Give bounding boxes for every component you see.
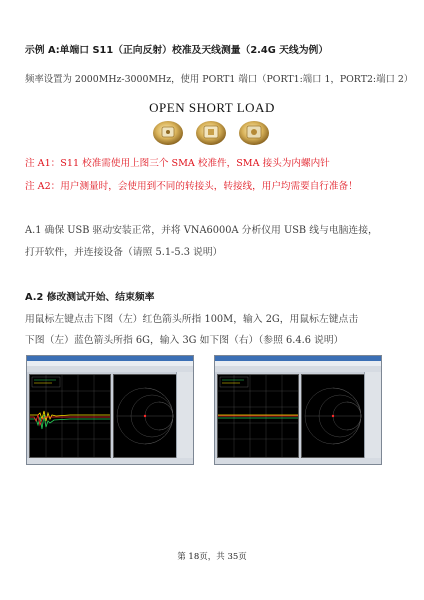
screenshot-toolbar	[215, 366, 381, 372]
left-smith-chart-graphic	[114, 375, 176, 457]
left-smith-chart	[113, 374, 177, 458]
example-heading: 示例 A:单端口 S11（正向反射）校准及天线测量（2.4G 天线为例）	[25, 45, 329, 56]
screenshot-side-panel	[364, 372, 381, 458]
load-connector-image	[236, 117, 272, 147]
a2-instruction-line2: 下图（左）蓝色箭头所指 6G，输入 3G 如下图（右）（参照 6.4.6 说明）	[25, 335, 344, 346]
a1-instruction-line2: 打开软件，并连接设备（请照 5.1-5.3 说明）	[25, 247, 223, 258]
right-smith-chart-graphic	[302, 375, 364, 457]
right-log-plot-graphic	[218, 375, 298, 457]
note-a2: 注 A2：用户测量时，会使用到不同的转接头，转接线，用户均需要自行准备！	[25, 181, 358, 192]
a2-heading: A.2 修改测试开始、结束频率	[25, 292, 155, 303]
short-connector-image	[193, 117, 229, 147]
left-log-plot	[29, 374, 111, 458]
note-a1: 注 A1：S11 校准需使用上图三个 SMA 校准件，SMA 接头为内螺内针	[25, 158, 330, 169]
calibration-kit-labels: OPEN SHORT LOAD	[149, 100, 275, 115]
right-software-screenshot	[214, 355, 382, 465]
left-software-screenshot	[26, 355, 194, 465]
right-log-plot	[217, 374, 299, 458]
left-log-plot-graphic	[30, 375, 110, 457]
a2-instruction-line1: 用鼠标左键点击下图（左）红色箭头所指 100M，输入 2G，用鼠标左键点击	[25, 314, 359, 325]
open-connector-image	[150, 117, 186, 147]
page-footer: 第 18页，共 35页	[177, 552, 247, 562]
frequency-setting-text: 频率设置为 2000MHz-3000MHz，使用 PORT1 端口（PORT1:端口 1，PORT2:端口 2）	[25, 74, 414, 85]
a1-instruction-line1: A.1 确保 USB 驱动安装正常，并将 VNA6000A 分析仪用 USB 线与电脑连接，	[25, 225, 378, 236]
screenshot-statusbar	[27, 458, 193, 464]
screenshot-toolbar	[27, 366, 193, 372]
screenshot-statusbar	[215, 458, 381, 464]
screenshot-side-panel	[176, 372, 193, 458]
right-smith-chart	[301, 374, 365, 458]
